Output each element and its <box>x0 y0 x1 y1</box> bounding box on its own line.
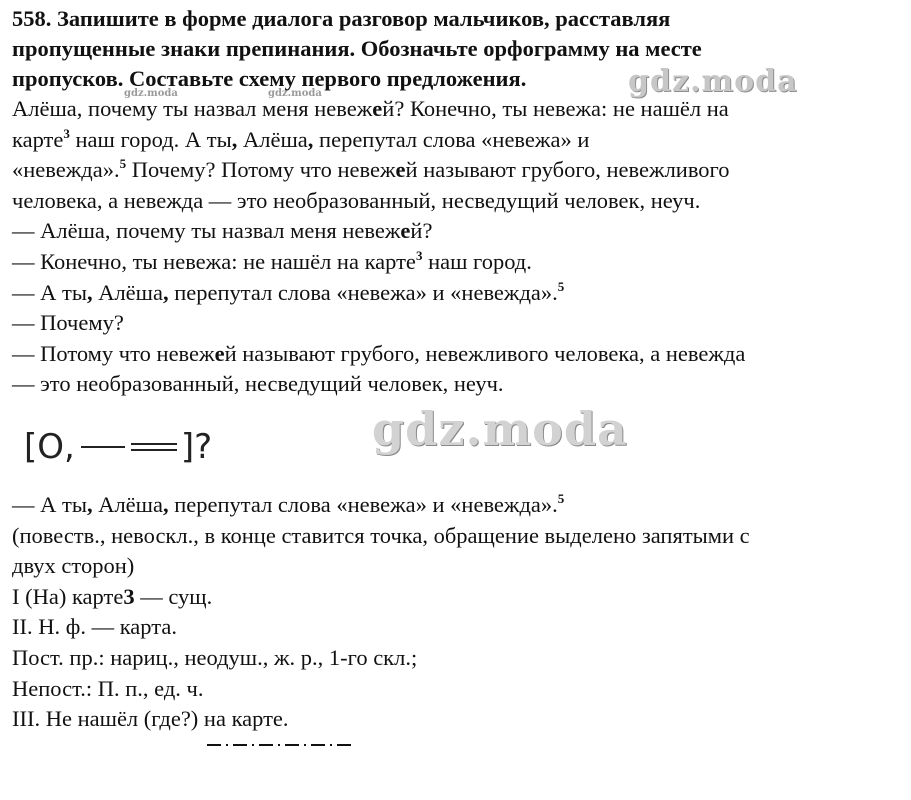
scheme-open: [О, <box>24 427 75 467</box>
task-heading-line-3: пропусков. Составьте схему первого предложения. <box>12 66 527 91</box>
scheme-subject-underline <box>81 446 125 448</box>
document-page <box>12 4 902 735</box>
dialog-line-1: — Алёша, почему ты назвал меня невежей? <box>12 218 433 244</box>
watermark-big: gdz.moda <box>372 402 628 456</box>
scheme-close: ]? <box>180 427 213 467</box>
analysis-note-2: двух сторон) <box>12 553 135 579</box>
sentence-scheme <box>24 422 212 472</box>
paragraph-line-3: «невежда».$^5$ Почему? Потому что невежей называют грубого, невежливого <box>12 156 730 183</box>
morph-line-1: I (На) карте3 — сущ. <box>12 583 213 609</box>
watermark-mid: gdz.moda <box>628 64 798 99</box>
morph-line-2: II. Н. ф. — карта. <box>12 614 177 640</box>
morph-line-5: III. Не нашёл (где?) на карте. <box>12 706 289 732</box>
task-heading-line-1: 558. Запишите в форме диалога разговор мальчиков, расставляя <box>12 6 671 31</box>
watermark-small-1: gdz.moda <box>124 88 178 99</box>
footnote-3: 3 <box>63 125 70 141</box>
morph-line-4: Непост.: П. п., ед. ч. <box>12 675 204 701</box>
watermark-small-2: gdz.moda <box>268 88 322 99</box>
dialog-line-5: — Потому что невежей называют грубого, невежливого человека, а невежда <box>12 340 746 366</box>
paragraph-line-1: Алёша, почему ты назвал меня невежей? Конечно, ты невежа: не нашёл на <box>12 96 729 121</box>
scheme-predicate-underline <box>131 443 177 451</box>
paragraph-line-2: карте$^3$ наш город. А ты, Алёша, перепутал слова «невежа» и <box>12 125 590 152</box>
dialog-line-6: — это необразованный, несведущий человек, неуч. <box>12 371 504 397</box>
footnote-5: 5 <box>119 156 127 172</box>
adverbial-underline <box>205 738 355 748</box>
dialog-line-2: — Конечно, ты невежа: не нашёл на карте$^3$ наш город. <box>12 247 532 274</box>
paragraph-line-4: человека, а невежда — это необразованный, несведущий человек, неуч. <box>12 187 701 213</box>
analysis-note-1: (повеств., невоскл., в конце ставится точка, обращение выделено запятыми с <box>12 522 750 548</box>
morph-line-3: Пост. пр.: нариц., неодуш., ж. р., 1-го скл.; <box>12 644 418 670</box>
analysis-sentence: — А ты, Алёша, перепутал слова «невежа» и «невежда».$^5$ <box>12 490 565 517</box>
dialog-line-3: — А ты, Алёша, перепутал слова «невежа» и «невежда».$^5$ <box>12 278 565 305</box>
task-heading-line-2: пропущенные знаки препинания. Обозначьте орфограмму на месте <box>12 36 702 61</box>
dialog-line-4: — Почему? <box>12 310 124 336</box>
